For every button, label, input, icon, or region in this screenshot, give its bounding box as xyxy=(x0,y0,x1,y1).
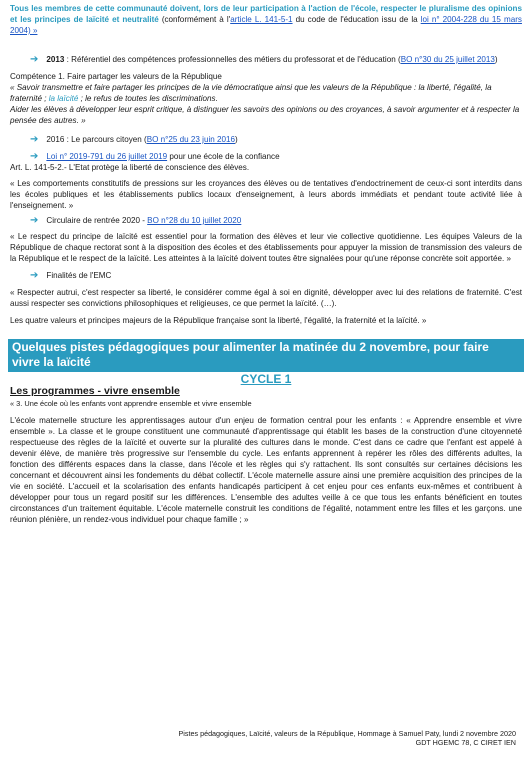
cycle-heading: CYCLE 1 xyxy=(240,372,292,386)
programmes-subtitle: « 3. Une école où les enfants vont apprendre ensemble et vivre ensemble xyxy=(10,399,252,408)
competence-quote-a: « Savoir transmettre et faire partager les principes de la vie démocratique ainsi que les valeurs de la République : la liberté, l'égalité, la fraternité ; xyxy=(10,83,492,103)
competence-quote-c: Aider les élèves à développer leur esprit critique, à distinguer les savoirs des opinions ou des croyances, à savoir argumenter et à respecter la pensée des autres. » xyxy=(10,105,520,125)
ref-2013-text xyxy=(46,54,497,65)
arrow-right-icon: ➔ xyxy=(30,134,39,145)
arrow-right-icon: ➔ xyxy=(30,270,39,281)
loi-2004-link[interactable]: loi n° 2004-228 du 15 mars 2004) » xyxy=(10,15,522,35)
emc-label: Finalités de l'EMC xyxy=(46,271,112,280)
programmes-body: L'école maternelle structure les apprentissages autour d'un enjeu de formation central pour les enfants : « Apprendre ensemble et vivre ensemble ». La classe et le groupe constituent une communauté d'apprentissage qui établit les bases de la construction d'une citoyenneté respectueuse des règles de la laïcité et ouverte sur la pluralité des cultures dans le monde. C'est dans ce cadre que l'enfant est appelé à devenir élève, de manière très progressive sur l'ensemble du cycle. Les enfants apprennent à repérer les rôles des différents adultes, la fonction des différents espaces dans la classe, dans l'école et les règles qui s'y rattachent. Ils sont consultés sur certaines décisions les concernant et découvrent ainsi les fondements du débat collectif. L'école maternelle assure ainsi une première acquisition des principes de la vie en société. L'accueil et la scolarisation des enfants handicapés participent à cet enjeu pour ces enfants eux-mêmes et contribuent à développer pour tous un regard positif sur les différences. L'ensemble des adultes veille à ce que tous les enfants bénéficient en toutes circonstances d'un traitement équitable. L'école maternelle construit les conditions de l'égalité, notamment entre les filles et les garçons. une réunion plénière, un rendez-vous individuel pour chaque famille ; » xyxy=(10,416,522,524)
document-page xyxy=(10,0,522,525)
ref-2016-end: ) xyxy=(235,135,238,144)
arrow-right-icon: ➔ xyxy=(30,151,39,162)
ref-2019-label: pour une école de la confiance xyxy=(167,152,280,161)
emc-quote-1: « Respecter autrui, c'est respecter sa liberté, le considérer comme égal à soi en dignité, développer avec lui des relations de fraternité. C'est aussi respecter ses convictions philosophiques et religieuses, ce que permet la laïcité. (…). xyxy=(10,288,522,308)
ref-2019-text xyxy=(46,151,279,162)
intro-text: (conformément à l' xyxy=(158,15,231,24)
ref-2013-year: 2013 xyxy=(46,55,65,64)
bo25-link[interactable]: BO n°25 du 23 juin 2016 xyxy=(146,135,236,144)
bo28-link[interactable]: BO n°28 du 10 juillet 2020 xyxy=(147,216,242,225)
circulaire-label: Circulaire de rentrée 2020 - xyxy=(46,216,148,225)
arrow-right-icon: ➔ xyxy=(30,215,39,226)
ref-2013-end: ) xyxy=(494,55,498,64)
intro-highlight: Tous les membres de cette communauté doivent, lors de leur participation à l'action de l'école, respecter le pluralisme des opinions et les principes de laïcité et neutralité xyxy=(10,4,522,24)
article-link[interactable]: article L. 141-5-1 xyxy=(230,15,293,24)
loi-2019-link[interactable]: Loi n° 2019-791 du 26 juillet 2019 xyxy=(46,152,168,161)
article-l141: Art. L. 141-5-2.- L'Etat protège la liberté de conscience des élèves. xyxy=(10,163,250,172)
ref-2019 xyxy=(30,151,522,162)
emc-quote-2: Les quatre valeurs et principes majeurs de la République française sont la liberté, l'égalité, la fraternité et la laïcité. » xyxy=(10,316,427,325)
ref-2016-label: 2016 : Le parcours citoyen ( xyxy=(46,135,147,144)
circulaire-quote: « Le respect du principe de laïcité est essentiel pour la formation des élèves et leur vie collective quotidienne. Les équipes Valeurs de la République de chaque rectorat sont à la disposition des écoles et des établissements pour appuyer la mission de transmission des valeurs de la République et le respect de la laïcité. Les atteintes à la laïcité doivent toutes être signalées pour qu'une réponse concrète soit apportée. » xyxy=(10,232,522,263)
footer-line-1: Pistes pédagogiques, Laïcité, valeurs de la République, Hommage à Samuel Paty, lundi 2 novembre 2020 xyxy=(178,729,516,738)
competence-quote xyxy=(10,82,522,104)
ref-2016 xyxy=(30,134,522,145)
ref-2013-label: : Référentiel des compétences professionnelles des métiers du professorat et de l'éducation ( xyxy=(64,55,401,64)
footer-line-2: GDT HGEMC 78, C CIRET IEN xyxy=(415,738,516,747)
competence-title: Compétence 1. Faire partager les valeurs de la République xyxy=(10,72,222,81)
article-quote: « Les comportements constitutifs de pressions sur les croyances des élèves ou de tentatives d'endoctrinement de ceux-ci sont interdits dans les écoles publiques et les établissements publics locaux d'enseignement, à leurs abords immédiats et pendant toute activité liée à l'enseignement. » xyxy=(10,179,522,210)
competence-quote-b: ; le refus de toutes les discriminations. xyxy=(78,94,218,103)
ref-2013 xyxy=(30,54,522,65)
circulaire-2020 xyxy=(30,215,522,226)
circulaire-text xyxy=(46,215,241,226)
competence-quote-laicite: la laïcité xyxy=(48,94,79,103)
intro-text-2: du code de l'éducation issu de la xyxy=(292,15,421,24)
section-banner: Quelques pistes pédagogiques pour alimenter la matinée du 2 novembre, pour faire vivre la laïcité xyxy=(8,339,524,372)
emc-item xyxy=(30,270,522,281)
arrow-right-icon: ➔ xyxy=(30,54,39,65)
ref-2016-text xyxy=(46,134,237,145)
programmes-heading: Les programmes - vivre ensemble xyxy=(10,385,180,397)
page-footer xyxy=(179,729,517,747)
bo30-link[interactable]: BO n°30 du 25 juillet 2013 xyxy=(400,55,495,64)
intro-paragraph xyxy=(10,3,522,36)
